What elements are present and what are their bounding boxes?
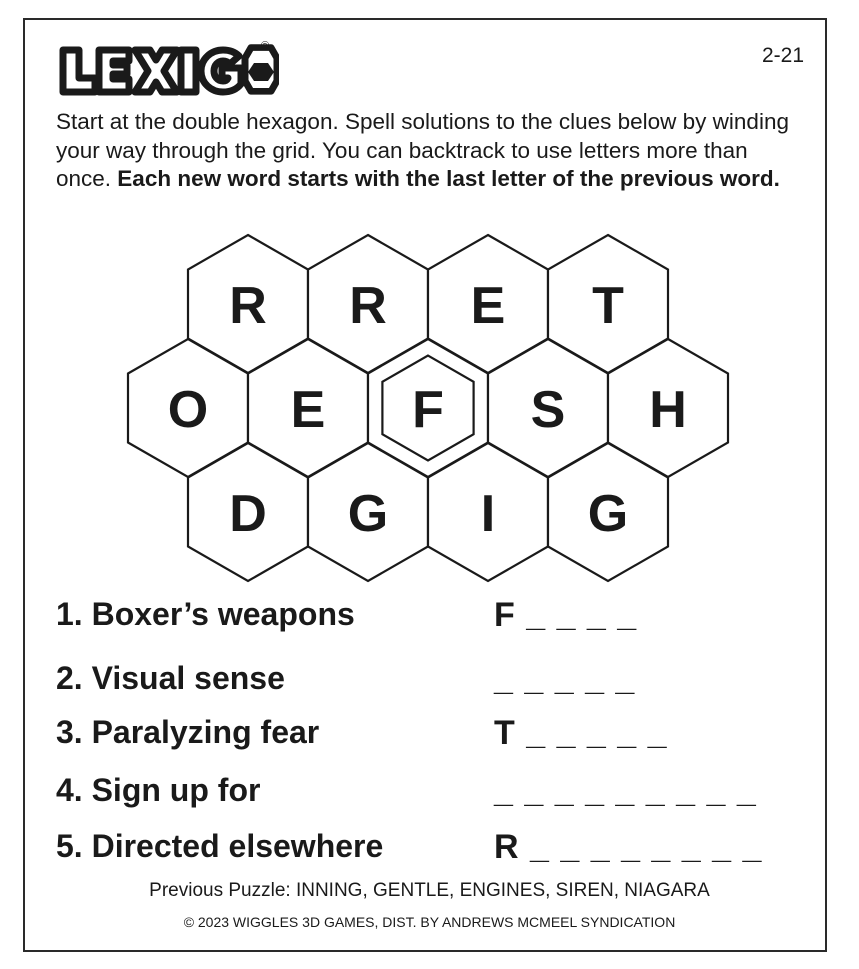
hex-letter: R (349, 277, 387, 335)
clue-label: 5. Directed elsewhere (56, 828, 384, 864)
hex-letter: E (290, 381, 326, 439)
lexigo-logo (57, 40, 279, 102)
clue-label: 3. Paralyzing fear (56, 714, 320, 750)
hex-letter: O (167, 381, 209, 439)
clue-label: 4. Sign up for (56, 772, 261, 808)
hex-letter: G (587, 485, 629, 543)
hex-letter: D (229, 485, 267, 543)
answer-blanks[interactable]: _ _ _ _ _ _ _ _ _ (494, 772, 757, 810)
instructions-bold-text: Each new word starts with the last letter of the previous word. (117, 166, 780, 191)
clue-label: 1. Boxer’s weapons (56, 596, 355, 632)
answer-blanks[interactable]: F _ _ _ _ (494, 596, 638, 634)
puzzle-date: 2-21 (761, 44, 804, 67)
hex-letter: T (592, 277, 624, 335)
instructions (56, 108, 801, 194)
hex-letter: S (530, 381, 566, 439)
answer-blanks[interactable]: R _ _ _ _ _ _ _ _ (494, 828, 763, 866)
hex-letter: H (649, 381, 687, 439)
hex-letter: F (412, 381, 444, 439)
answer-blanks[interactable]: T _ _ _ _ _ (494, 714, 668, 752)
clue-row (56, 660, 776, 704)
hex-letter: E (470, 277, 506, 335)
copyright-notice: © 2023 WIGGLES 3D GAMES, DIST. BY ANDREWS MCMEEL SYNDICATION (183, 914, 676, 930)
previous-puzzle-answers: Previous Puzzle: INNING, GENTLE, ENGINES, SIREN, NIAGARA (149, 880, 710, 901)
hex-letter: G (347, 485, 389, 543)
trademark-symbol: ® (261, 40, 270, 52)
clue-row (56, 772, 776, 816)
answer-blanks[interactable]: _ _ _ _ _ (494, 660, 636, 698)
clue-row (56, 828, 776, 872)
clue-row (56, 714, 776, 758)
clue-row (56, 596, 776, 640)
hex-letter: I (480, 485, 496, 543)
instructions-text: Start at the double hexagon. Spell solutions to the clues below by winding your way through the grid. You can backtrack to use letters more than once. (56, 109, 789, 191)
hex-letter: R (229, 277, 267, 335)
clue-label: 2. Visual sense (56, 660, 285, 696)
hexagon-grid (120, 230, 740, 590)
